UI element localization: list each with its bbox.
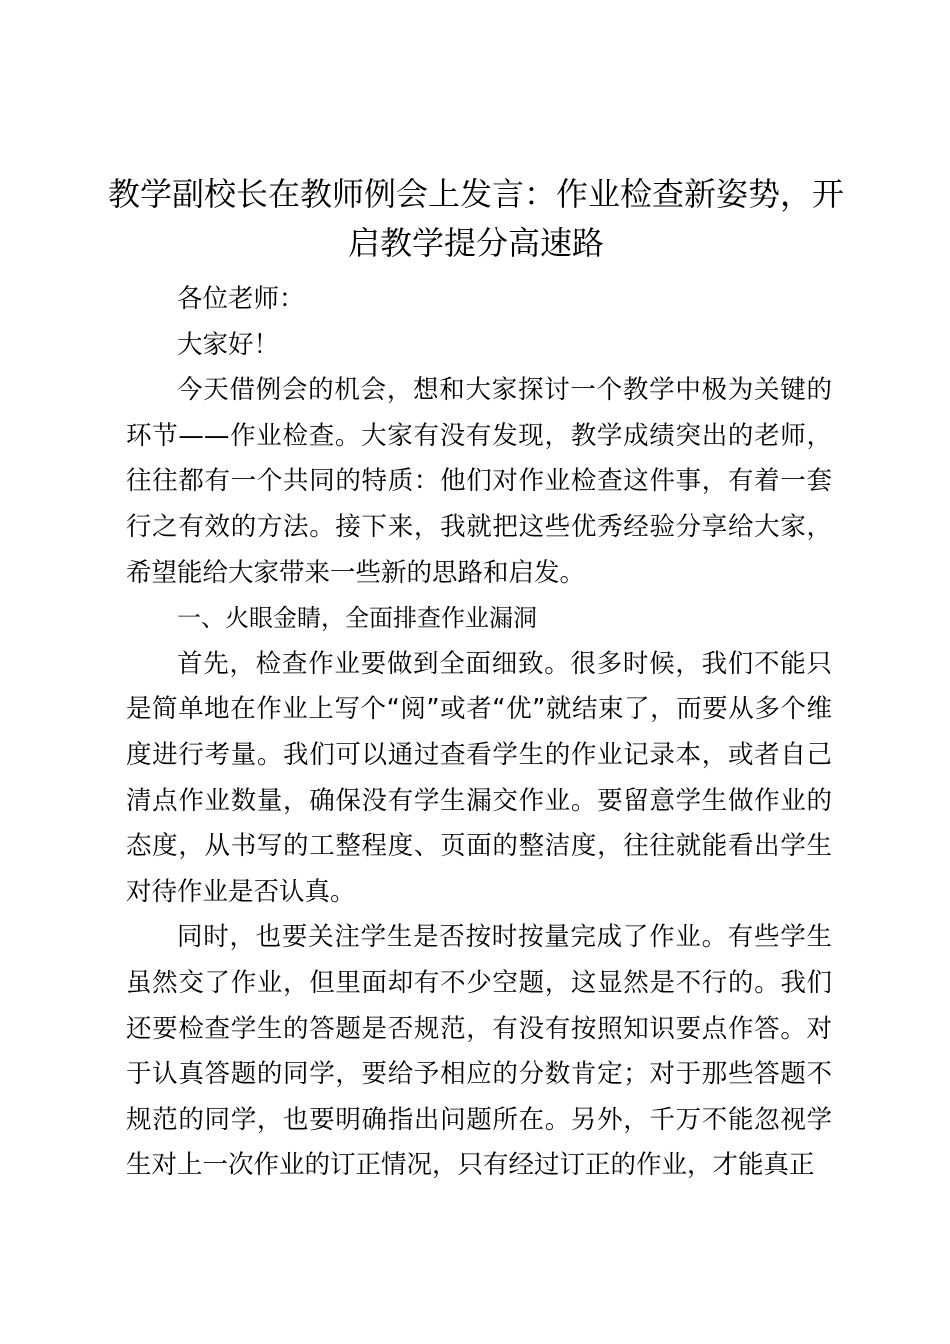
intro-paragraph: 今天借例会的机会，想和大家探讨一个教学中极为关键的环节——作业检查。大家有没有发现，教学成绩突出的老师，往往都有一个共同的特质：他们对作业检查这件事，有着一套行之有效的方法。接下来，我就把这些优秀经验分享给大家，希望能给大家带来一些新的思路和启发。 — [126, 375, 832, 588]
section-1-paragraph-2: 同时，也要关注学生是否按时按量完成了作业。有些学生虽然交了作业，但里面却有不少空题，这显然是不行的。我们还要检查学生的答题是否规范，有没有按照知识要点作答。对于认真答题的同学，要给予相应的分数肯定；对于那些答题不规范的同学，也要明确指出问题所在。另外，千万不能忽视学生对上一次作业的订正情况，只有经过订正的作业，才能真正 — [126, 922, 832, 1181]
section-heading-1: 一、火眼金睛，全面排查作业漏洞 — [177, 604, 537, 633]
greeting: 大家好！ — [177, 329, 280, 360]
document-title: 教学副校长在教师例会上发言：作业检查新姿势，开启教学提分高速路 — [107, 175, 844, 262]
section-1-paragraph-1: 首先，检查作业要做到全面细致。很多时候，我们不能只是简单地在作业上写个“阅”或者“优”就结束了，而要从多个维度进行考量。我们可以通过查看学生的作业记录本，或者自己清点作业数量，确保没有学生漏交作业。要留意学生做作业的态度，从书写的工整程度、页面的整洁度，往往就能看出学生对待作业是否认真。 — [126, 648, 832, 907]
document-body — [126, 277, 832, 1189]
salutation: 各位老师： — [177, 284, 305, 314]
